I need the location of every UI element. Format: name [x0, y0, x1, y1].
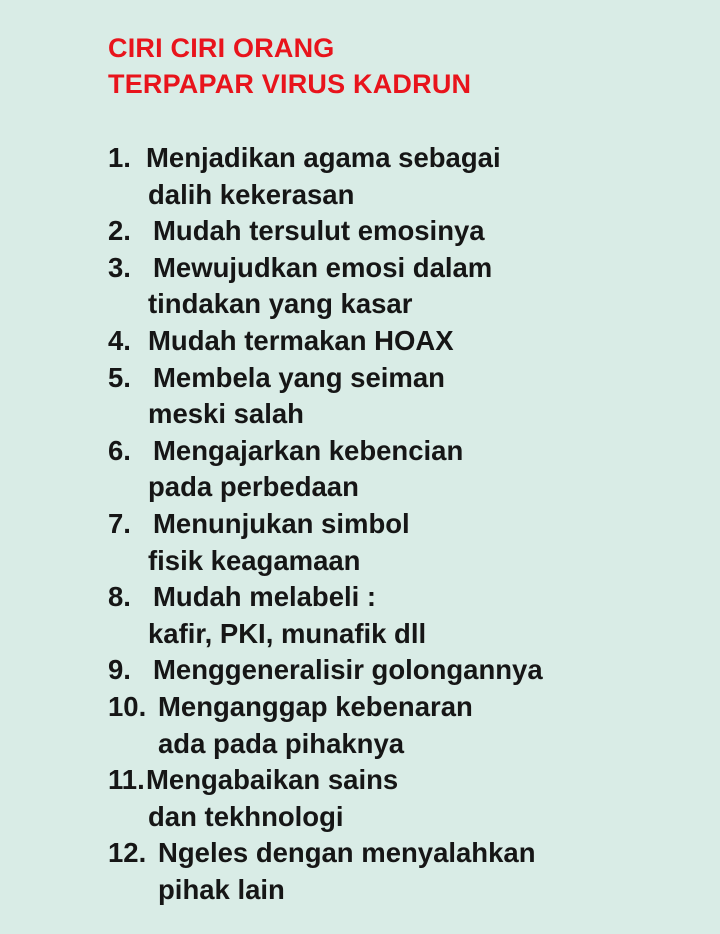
item-text: Menunjukan simbol [153, 507, 410, 539]
list-item-9 [108, 652, 708, 689]
item-text: Mewujudkan emosi dalam [153, 251, 493, 283]
item-number: 8. [108, 581, 131, 613]
item-text-continued: ada pada pihaknya [158, 727, 405, 759]
item-number: 5. [108, 361, 131, 393]
item-text: Mudah termakan HOAX [148, 324, 454, 356]
item-text: Ngeles dengan menyalahkan [158, 837, 536, 869]
list-item-11 [108, 762, 708, 835]
item-text: Mengabaikan sains [146, 764, 399, 796]
list-item-3 [108, 250, 708, 323]
item-text-continued: tindakan yang kasar [148, 288, 413, 320]
item-number: 3. [108, 251, 131, 283]
item-text: Mudah melabeli : [153, 581, 377, 613]
list-item-4 [108, 323, 708, 360]
item-text: Mudah tersulut emosinya [153, 215, 485, 247]
item-number: 7. [108, 507, 131, 539]
list-item-8 [108, 579, 708, 652]
item-text: Mengajarkan kebencian [153, 434, 464, 466]
item-text-continued: dalih kekerasan [148, 178, 355, 210]
item-text: Menjadikan agama sebagai [146, 142, 501, 173]
list-item-12 [108, 835, 708, 908]
item-text-continued: pada perbedaan [148, 471, 359, 503]
poster-content [108, 30, 708, 908]
list-item-10 [108, 689, 708, 762]
item-number: 10. [108, 690, 147, 722]
list-item-1 [108, 140, 708, 213]
item-number: 6. [108, 434, 131, 466]
item-text-continued: meski salah [148, 398, 304, 430]
item-text: Menggeneralisir golongannya [153, 654, 543, 686]
list-item-7 [108, 506, 708, 579]
item-text-continued: kafir, PKI, munafik dll [148, 617, 427, 649]
list-item-5 [108, 360, 708, 433]
item-text-continued: fisik keagamaan [148, 544, 361, 576]
title-line-1: CIRI CIRI ORANG [108, 33, 335, 63]
item-text: Membela yang seiman [153, 361, 445, 393]
item-number: 9. [108, 654, 131, 686]
item-text-continued: pihak lain [158, 873, 285, 905]
title-line-2: TERPAPAR VIRUS KADRUN [108, 69, 472, 99]
item-text: Menganggap kebenaran [158, 690, 473, 722]
characteristics-list [108, 140, 708, 908]
list-item-2 [108, 213, 708, 250]
list-item-6 [108, 433, 708, 506]
item-number: 4. [108, 324, 131, 356]
item-text-continued: dan tekhnologi [148, 800, 344, 832]
item-number: 1. [108, 142, 131, 173]
item-number: 2. [108, 215, 131, 247]
item-number: 12. [108, 837, 147, 869]
item-number: 11. [108, 764, 145, 796]
